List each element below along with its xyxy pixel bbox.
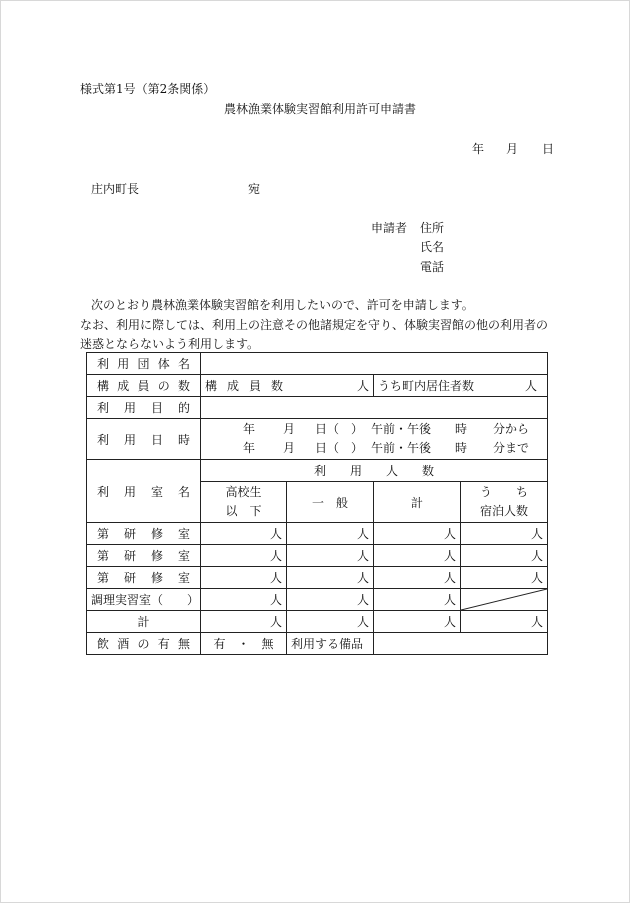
- diagonal-cell: [461, 589, 548, 611]
- label-training-room: 第 研 修 室: [87, 545, 201, 567]
- row-usage-count-header: [87, 460, 548, 482]
- label-room-name: 利 用 室 名: [87, 460, 201, 523]
- count-cell[interactable]: 人: [201, 611, 287, 633]
- document-title: 農林漁業体験実習館利用許可申請書: [224, 102, 417, 116]
- row-total: [87, 611, 548, 633]
- count-cell[interactable]: 人: [374, 589, 461, 611]
- label-cooking-room: 調理実習室（ ）: [87, 589, 201, 611]
- datetime-field[interactable]: 年 月 日（ ） 午前・午後 時 分から 年 月 日（ ） 午前・午後 時 分まで: [201, 419, 548, 460]
- label-alcohol: 飲 酒 の 有 無: [87, 633, 201, 655]
- date-year: 年: [472, 142, 485, 156]
- row-members: [87, 375, 548, 397]
- row-purpose: [87, 397, 548, 419]
- count-cell[interactable]: 人: [461, 567, 548, 589]
- equipment-field[interactable]: [374, 633, 548, 655]
- date-day: 日: [542, 142, 555, 156]
- count-cell[interactable]: 人: [374, 523, 461, 545]
- count-cell[interactable]: 人: [201, 523, 287, 545]
- applicant-phone-label: 電話: [420, 260, 445, 274]
- row-datetime: [87, 419, 548, 460]
- group-name-field[interactable]: [201, 353, 548, 375]
- alcohol-options[interactable]: 有 ・ 無: [201, 633, 287, 655]
- body-paragraph-2-line-2: 迷惑とならないよう利用します。: [80, 337, 260, 351]
- applicant-name-label: 氏名: [420, 240, 445, 254]
- count-cell[interactable]: 人: [374, 545, 461, 567]
- body-paragraph-2-line-1: なお、利用に際しては、利用上の注意その他諸規定を守り、体験実習館の他の利用者の: [80, 318, 549, 332]
- count-cell[interactable]: 人: [461, 611, 548, 633]
- row-alcohol: [87, 633, 548, 655]
- label-datetime: 利 用 日 時: [87, 419, 201, 460]
- count-cell[interactable]: 人: [287, 523, 374, 545]
- label-usage-count: 利 用 人 数: [201, 460, 548, 482]
- row-group-name: [87, 353, 548, 375]
- count-cell[interactable]: 人: [287, 567, 374, 589]
- addressee: 庄内町長: [91, 182, 140, 196]
- col-header-general: 一 般: [287, 482, 374, 523]
- label-purpose: 利 用 目 的: [87, 397, 201, 419]
- count-cell[interactable]: 人: [287, 611, 374, 633]
- row-training-room-3: [87, 567, 548, 589]
- row-training-room-1: [87, 523, 548, 545]
- col-header-highschool: 高校生 以 下: [201, 482, 287, 523]
- label-members: 構 成 員 の 数: [87, 375, 201, 397]
- row-cooking-room: [87, 589, 548, 611]
- label-equipment: 利用する備品: [287, 633, 374, 655]
- members-count-field[interactable]: 構 成 員 数 人: [201, 375, 374, 397]
- count-cell[interactable]: 人: [201, 567, 287, 589]
- label-group-name: 利 用 団 体 名: [87, 353, 201, 375]
- col-header-overnight: う ち 宿泊人数: [461, 482, 548, 523]
- label-total: 計: [87, 611, 201, 633]
- row-training-room-2: [87, 545, 548, 567]
- count-cell[interactable]: 人: [461, 523, 548, 545]
- diagonal-line: [461, 589, 547, 610]
- count-cell[interactable]: 人: [287, 545, 374, 567]
- col-header-total: 計: [374, 482, 461, 523]
- count-cell[interactable]: 人: [374, 611, 461, 633]
- purpose-field[interactable]: [201, 397, 548, 419]
- town-residents-field[interactable]: うち町内居住者数 人: [374, 375, 548, 397]
- count-cell[interactable]: 人: [374, 567, 461, 589]
- application-table: [86, 352, 548, 655]
- count-cell[interactable]: 人: [287, 589, 374, 611]
- label-training-room: 第 研 修 室: [87, 567, 201, 589]
- count-cell[interactable]: 人: [461, 545, 548, 567]
- count-cell[interactable]: 人: [201, 545, 287, 567]
- body-paragraph-1: 次のとおり農林漁業体験実習館を利用したいので、許可を申請します。: [91, 298, 474, 312]
- label-training-room: 第 研 修 室: [87, 523, 201, 545]
- applicant-address-label: 住所: [420, 221, 445, 235]
- date-month: 月: [506, 142, 519, 156]
- form-number: 様式第1号（第2条関係）: [80, 82, 216, 96]
- count-cell[interactable]: 人: [201, 589, 287, 611]
- addressee-suffix: 宛: [248, 182, 261, 196]
- applicant-label: 申請者: [371, 221, 408, 235]
